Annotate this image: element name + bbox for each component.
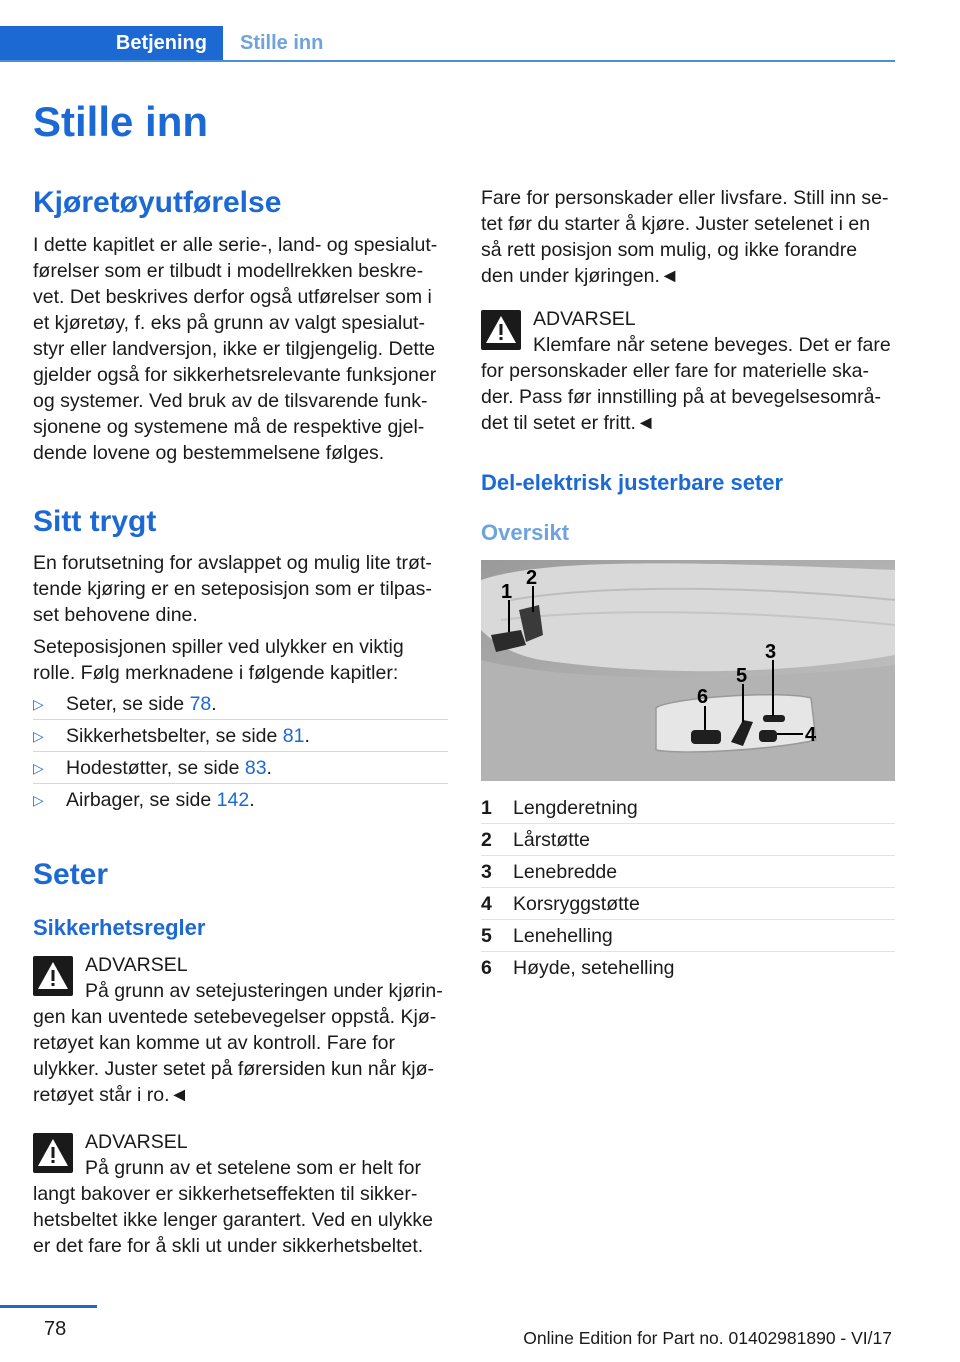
text-line: førelser som er tilbudt i modellrekken beskre- (33, 260, 424, 282)
tab-stille-inn[interactable]: Stille inn (240, 31, 324, 54)
legend-number: 4 (481, 893, 492, 915)
edition-note: Online Edition for Part no. 01402981890 - VI/17 (523, 1328, 892, 1348)
text-line: det til setet er fritt.◄ (481, 412, 656, 434)
list-item-end: . (249, 789, 255, 811)
page-title: Stille inn (33, 98, 209, 145)
warning-label: ADVARSEL (85, 954, 188, 976)
legend-row (481, 824, 895, 856)
text-line: En forutsetning for avslappet og mulig lite trøt- (33, 552, 432, 574)
legend-number: 6 (481, 957, 492, 979)
text-line: tet før du starter å kjøre. Juster setelenet i en (481, 213, 871, 235)
legend-text: Lengderetning (513, 797, 638, 819)
chapter-reference-list (33, 688, 448, 816)
warning-triangle-icon (33, 956, 73, 996)
figure-label-2: 2 (526, 567, 538, 589)
text-line: På grunn av setejusteringen under kjørin- (85, 980, 443, 1002)
text-line: vet. Det beskrives derfor også utførelser som i (33, 286, 432, 308)
figure-label-4: 4 (805, 724, 817, 746)
text-line: der. Pass før innstilling på at bevegelsesområ- (481, 386, 881, 408)
figure-legend (481, 792, 895, 984)
text-line: I dette kapitlet er alle serie-, land- og spesialut- (33, 234, 438, 256)
header-tab-bar (0, 26, 895, 62)
legend-row (481, 952, 895, 984)
text-line: styr eller landversjon, ikke er tilgjengelig. Dette (33, 338, 436, 360)
page-link[interactable]: 81 (282, 725, 305, 747)
text-line: dende lovene og bestemmelsene følges. (33, 442, 385, 464)
page-link[interactable]: 83 (244, 757, 267, 779)
right-paragraph (481, 185, 895, 289)
text-line: Fare for personskader eller livsfare. Still inn se- (481, 187, 889, 209)
seat-controls-illustration (481, 560, 895, 781)
text-line: Seteposisjonen spiller ved ulykker en viktig (33, 636, 404, 658)
tab-betjening[interactable]: Betjening (0, 26, 223, 60)
text-line: gen kan uventede setebevegelser oppstå. Kjø- (33, 1006, 437, 1028)
warning-box-2 (33, 1129, 448, 1259)
legend-row (481, 792, 895, 824)
subsection-title-oversikt: Oversikt (481, 520, 570, 545)
figure-label-3: 3 (765, 641, 777, 663)
warning-triangle-icon (481, 310, 521, 350)
list-item-text: Sikkerhetsbelter, se side (66, 725, 283, 747)
triangle-bullet-icon: ▷ (33, 728, 44, 744)
header-rule (0, 60, 895, 62)
legend-row (481, 856, 895, 888)
text-line: På grunn av et setelene som er helt for (85, 1157, 422, 1179)
legend-text: Høyde, setehelling (513, 957, 675, 979)
legend-number: 3 (481, 861, 492, 883)
legend-text: Korsryggstøtte (513, 893, 640, 915)
list-item (33, 752, 448, 784)
legend-row (481, 888, 895, 920)
footer-rule (0, 1305, 97, 1308)
section2-paragraph-1 (33, 550, 448, 628)
text-line: den under kjøringen.◄ (481, 265, 680, 287)
text-line: langt bakover er sikkerhetseffekten til sikker- (33, 1183, 418, 1205)
list-item (33, 784, 448, 816)
page-number: 78 (44, 1318, 67, 1340)
triangle-bullet-icon: ▷ (33, 792, 44, 808)
list-item (33, 688, 448, 720)
triangle-bullet-icon: ▷ (33, 696, 44, 712)
warning-label: ADVARSEL (533, 308, 636, 330)
text-line: tende kjøring er en seteposisjon som er tilpas- (33, 578, 432, 600)
triangle-bullet-icon: ▷ (33, 760, 44, 776)
figure-label-1: 1 (501, 581, 513, 603)
legend-number: 5 (481, 925, 492, 947)
legend-number: 1 (481, 797, 492, 819)
subsection-title-del-elektrisk: Del-elektrisk justerbare seter (481, 470, 784, 495)
text-line: og systemer. Ved bruk av de tilsvarende funk- (33, 390, 428, 412)
text-line: ulykker. Juster setet på førersiden kun når kjø- (33, 1058, 434, 1080)
legend-row (481, 920, 895, 952)
subsection-title-sikkerhetsregler: Sikkerhetsregler (33, 915, 206, 940)
text-line: rolle. Følg merknadene i følgende kapitler: (33, 662, 399, 684)
list-item-text: Hodestøtter, se side (66, 757, 245, 779)
page-link[interactable]: 142 (216, 789, 250, 811)
text-line: set behovene dine. (33, 604, 198, 626)
text-line: Klemfare når setene beveges. Det er fare (533, 334, 891, 356)
figure-label-6: 6 (697, 686, 709, 708)
section2-paragraph-2 (33, 634, 448, 686)
section-title-seter: Seter (33, 858, 109, 891)
list-item-end: . (266, 757, 272, 779)
legend-text: Lårstøtte (513, 829, 590, 851)
warning-box-3 (481, 306, 895, 436)
text-line: er det fare for å skli ut under sikkerhetsbeltet. (33, 1235, 424, 1257)
text-line: retøyet står i ro.◄ (33, 1084, 189, 1106)
legend-text: Lenehelling (513, 925, 613, 947)
warning-box-1 (33, 952, 448, 1108)
warning-triangle-icon (33, 1133, 73, 1173)
text-line: så rett posisjon som mulig, og ikke forandre (481, 239, 858, 261)
legend-number: 2 (481, 829, 492, 851)
list-item-text: Seter, se side (66, 693, 190, 715)
section-title-kjoretoyutforelse: Kjøretøyutførelse (33, 186, 282, 219)
seat-controls-figure (481, 560, 895, 781)
text-line: retøyet kan komme ut av kontroll. Fare for (33, 1032, 395, 1054)
text-line: hetsbeltet ikke lenger garantert. Ved en ulykke (33, 1209, 433, 1231)
section1-paragraph (33, 232, 448, 466)
section-title-sitt-trygt: Sitt trygt (33, 505, 157, 538)
text-line: sjonene og systemene må de respektive gjel- (33, 416, 425, 438)
text-line: et kjøretøy, f. eks på grunn av valgt spesialut- (33, 312, 425, 334)
text-line: for personskader eller fare for materielle ska- (481, 360, 869, 382)
list-item-text: Airbager, se side (66, 789, 217, 811)
warning-label: ADVARSEL (85, 1131, 188, 1153)
page-link[interactable]: 78 (189, 693, 212, 715)
list-item-end: . (211, 693, 217, 715)
text-line: gjelder også for sikkerhetsrelevante funksjoner (33, 364, 437, 386)
list-item (33, 720, 448, 752)
legend-text: Lenebredde (513, 861, 618, 883)
figure-label-5: 5 (736, 665, 748, 687)
list-item-end: . (304, 725, 310, 747)
